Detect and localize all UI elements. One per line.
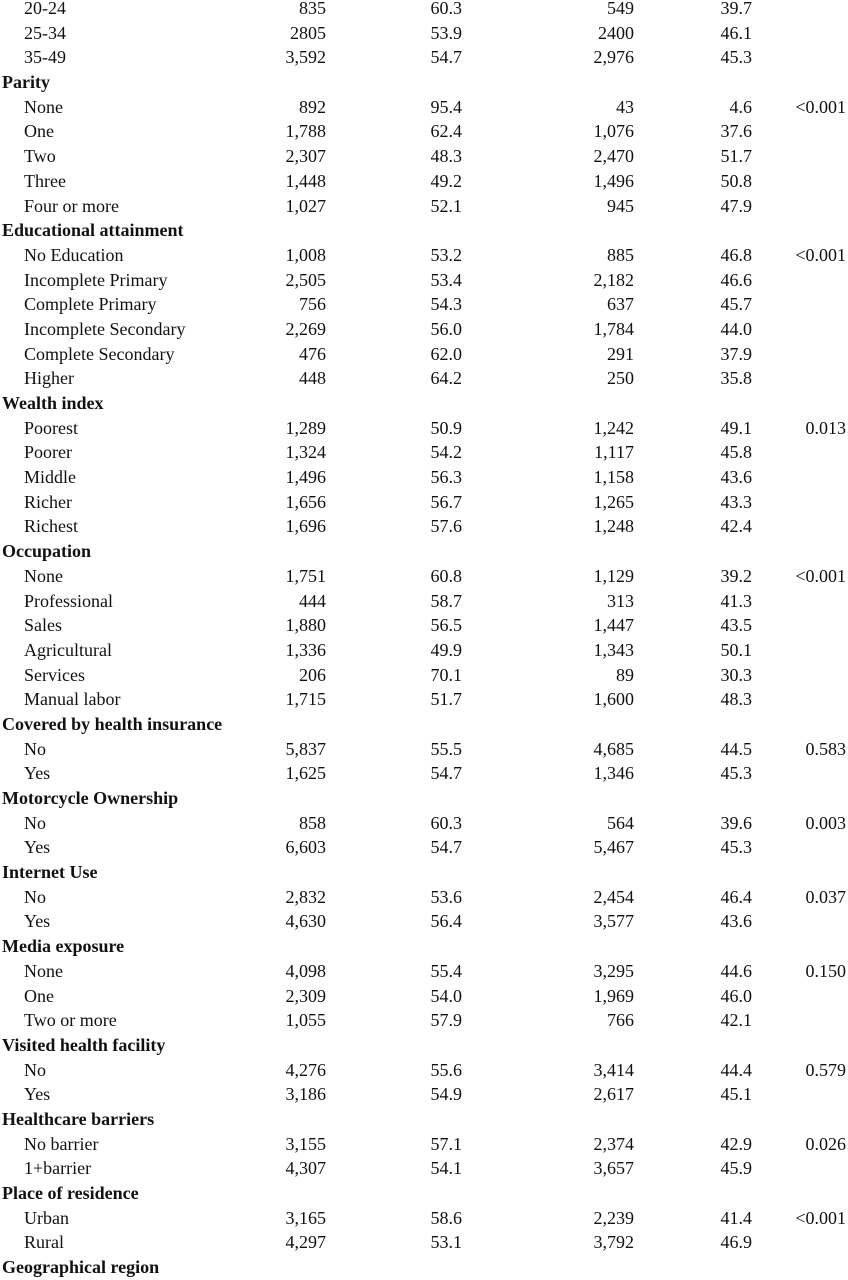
row-label: Four or more [24, 195, 119, 216]
percent-2-cell: 41.4 [720, 1207, 752, 1228]
count-2-cell: 1,158 [593, 467, 634, 488]
p-value-cell: 0.003 [805, 812, 846, 833]
count-1-cell: 1,336 [285, 639, 326, 660]
count-1-cell: 2,832 [285, 886, 326, 907]
table-row [0, 45, 848, 70]
row-label: None [24, 565, 63, 586]
count-1-cell: 1,788 [285, 121, 326, 142]
percent-1-cell: 53.9 [430, 22, 462, 43]
group-header-row [0, 218, 848, 243]
percent-1-cell: 60.3 [430, 812, 462, 833]
percent-1-cell: 56.0 [430, 318, 462, 339]
group-label: Geographical region [2, 1257, 160, 1278]
count-2-cell: 1,496 [593, 170, 634, 191]
row-label: Middle [24, 467, 76, 488]
table-row [0, 959, 848, 984]
count-1-cell: 476 [299, 343, 326, 364]
group-label: Occupation [2, 541, 92, 562]
row-label: 20-24 [24, 0, 66, 18]
percent-1-cell: 56.3 [430, 467, 462, 488]
table-row [0, 1206, 848, 1231]
count-2-cell: 2,374 [593, 1133, 634, 1154]
table-row [0, 95, 848, 120]
row-label: Higher [24, 368, 74, 389]
percent-2-cell: 41.3 [720, 590, 752, 611]
count-2-cell: 1,447 [593, 615, 634, 636]
percent-1-cell: 55.6 [430, 1059, 462, 1080]
table-row [0, 589, 848, 614]
count-2-cell: 1,248 [593, 516, 634, 537]
group-header-row [0, 391, 848, 416]
table-row [0, 1082, 848, 1107]
row-label: Yes [24, 837, 51, 858]
row-label: Professional [24, 590, 113, 611]
percent-1-cell: 55.5 [430, 738, 462, 759]
count-1-cell: 444 [299, 590, 326, 611]
count-2-cell: 1,117 [594, 442, 634, 463]
percent-1-cell: 62.4 [430, 121, 462, 142]
row-label: None [24, 960, 63, 981]
count-2-cell: 885 [607, 244, 634, 265]
count-1-cell: 3,155 [285, 1133, 326, 1154]
count-1-cell: 1,751 [285, 565, 326, 586]
table-row [0, 835, 848, 860]
count-2-cell: 291 [607, 343, 634, 364]
row-label: Three [24, 170, 66, 191]
count-1-cell: 2805 [290, 22, 326, 43]
table-row [0, 342, 848, 367]
percent-1-cell: 51.7 [430, 689, 462, 710]
count-2-cell: 945 [607, 195, 634, 216]
row-label: No [24, 886, 46, 907]
row-label: Yes [24, 763, 51, 784]
table-row [0, 268, 848, 293]
percent-1-cell: 54.7 [430, 837, 462, 858]
table-row [0, 885, 848, 910]
percent-1-cell: 52.1 [430, 195, 462, 216]
group-label: Visited health facility [2, 1034, 166, 1055]
group-header-row [0, 1181, 848, 1206]
group-header-row [0, 1255, 848, 1280]
count-1-cell: 206 [299, 664, 326, 685]
count-1-cell: 4,307 [285, 1158, 326, 1179]
count-1-cell: 6,603 [285, 837, 326, 858]
percent-1-cell: 54.3 [430, 294, 462, 315]
count-1-cell: 3,592 [285, 47, 326, 68]
percent-1-cell: 64.2 [430, 368, 462, 389]
table-row [0, 1230, 848, 1255]
count-2-cell: 1,346 [593, 763, 634, 784]
count-1-cell: 4,297 [285, 1232, 326, 1253]
count-2-cell: 1,600 [593, 689, 634, 710]
table-row [0, 737, 848, 762]
table-row [0, 465, 848, 490]
p-value-cell: <0.001 [795, 565, 846, 586]
row-label: Two [24, 146, 56, 167]
percent-1-cell: 58.7 [430, 590, 462, 611]
percent-2-cell: 50.1 [720, 639, 752, 660]
group-label: Media exposure [2, 936, 125, 957]
percent-2-cell: 39.2 [720, 565, 752, 586]
percent-1-cell: 54.0 [430, 985, 462, 1006]
table-row [0, 243, 848, 268]
percent-1-cell: 60.3 [430, 0, 462, 18]
table-row [0, 416, 848, 441]
percent-1-cell: 60.8 [430, 565, 462, 586]
table-row [0, 0, 848, 21]
percent-1-cell: 54.1 [430, 1158, 462, 1179]
count-2-cell: 3,295 [593, 960, 634, 981]
percent-1-cell: 48.3 [430, 146, 462, 167]
group-label: Parity [2, 72, 50, 93]
count-2-cell: 1,969 [593, 985, 634, 1006]
percent-1-cell: 54.7 [430, 763, 462, 784]
percent-2-cell: 45.9 [720, 1158, 752, 1179]
percent-1-cell: 56.7 [430, 491, 462, 512]
p-value-cell: <0.001 [795, 1207, 846, 1228]
group-header-row [0, 786, 848, 811]
percent-1-cell: 50.9 [430, 417, 462, 438]
row-label: Richer [24, 491, 72, 512]
percent-2-cell: 44.5 [720, 738, 752, 759]
group-header-row [0, 934, 848, 959]
count-1-cell: 1,656 [285, 491, 326, 512]
p-value-cell: 0.583 [805, 738, 846, 759]
percent-2-cell: 43.3 [720, 491, 752, 512]
count-2-cell: 313 [607, 590, 634, 611]
count-1-cell: 4,098 [285, 960, 326, 981]
count-1-cell: 1,496 [285, 467, 326, 488]
percent-1-cell: 53.4 [430, 269, 462, 290]
row-label: No barrier [24, 1133, 99, 1154]
percent-2-cell: 45.7 [720, 294, 752, 315]
count-1-cell: 835 [299, 0, 326, 18]
percent-1-cell: 57.9 [430, 1010, 462, 1031]
count-2-cell: 564 [607, 812, 634, 833]
percent-2-cell: 39.6 [720, 812, 752, 833]
percent-1-cell: 54.2 [430, 442, 462, 463]
percent-2-cell: 50.8 [720, 170, 752, 191]
percent-2-cell: 47.9 [720, 195, 752, 216]
row-label: Two or more [24, 1010, 117, 1031]
count-2-cell: 250 [607, 368, 634, 389]
row-label: Incomplete Secondary [24, 318, 186, 339]
count-2-cell: 2,976 [593, 47, 634, 68]
group-label: Internet Use [2, 862, 98, 883]
percent-2-cell: 46.1 [720, 22, 752, 43]
row-label: Poorest [24, 417, 78, 438]
count-1-cell: 1,324 [285, 442, 326, 463]
count-1-cell: 892 [299, 96, 326, 117]
percent-2-cell: 30.3 [720, 664, 752, 685]
percent-2-cell: 43.6 [720, 911, 752, 932]
p-value-cell: 0.150 [805, 960, 846, 981]
percent-2-cell: 42.9 [720, 1133, 752, 1154]
percent-1-cell: 53.6 [430, 886, 462, 907]
row-label: Agricultural [24, 639, 112, 660]
row-label: Yes [24, 911, 51, 932]
row-label: No [24, 738, 46, 759]
percent-2-cell: 37.9 [720, 343, 752, 364]
row-label: 35-49 [24, 47, 66, 68]
table-row [0, 119, 848, 144]
group-label: Place of residence [2, 1183, 139, 1203]
row-label: 1+barrier [24, 1158, 92, 1179]
count-1-cell: 1,027 [285, 195, 326, 216]
group-header-row [0, 1107, 848, 1132]
group-header-row [0, 70, 848, 95]
table-row [0, 663, 848, 688]
count-2-cell: 3,657 [593, 1158, 634, 1179]
row-label: None [24, 96, 63, 117]
table-row [0, 1008, 848, 1033]
table-row [0, 1132, 848, 1157]
table-row [0, 638, 848, 663]
row-label: Yes [24, 1084, 51, 1105]
row-label: Incomplete Primary [24, 269, 168, 290]
count-1-cell: 3,165 [285, 1207, 326, 1228]
count-1-cell: 858 [299, 812, 326, 833]
count-1-cell: 1,696 [285, 516, 326, 537]
row-label: No [24, 1059, 46, 1080]
percent-2-cell: 45.3 [720, 47, 752, 68]
group-header-row [0, 712, 848, 737]
count-2-cell: 2,239 [593, 1207, 634, 1228]
count-1-cell: 1,448 [285, 170, 326, 191]
count-2-cell: 2,617 [593, 1084, 634, 1105]
group-label: Healthcare barriers [2, 1108, 155, 1129]
count-1-cell: 4,630 [285, 911, 326, 932]
table-row [0, 811, 848, 836]
percent-2-cell: 43.5 [720, 615, 752, 636]
percent-2-cell: 35.8 [720, 368, 752, 389]
table-row [0, 366, 848, 391]
group-label: Wealth index [2, 393, 104, 413]
p-value-cell: <0.001 [795, 96, 846, 117]
count-2-cell: 5,467 [593, 837, 634, 858]
group-label: Motorcycle Ownership [2, 788, 179, 808]
table-row [0, 984, 848, 1009]
percent-2-cell: 45.3 [720, 837, 752, 858]
count-1-cell: 5,837 [285, 738, 326, 759]
count-2-cell: 1,343 [593, 639, 634, 660]
count-2-cell: 3,792 [593, 1232, 634, 1253]
table-row [0, 514, 848, 539]
percent-2-cell: 37.6 [720, 121, 752, 142]
table-row [0, 440, 848, 465]
percent-2-cell: 46.4 [720, 886, 752, 907]
count-1-cell: 2,309 [285, 985, 326, 1006]
percent-1-cell: 55.4 [430, 960, 462, 981]
percent-1-cell: 54.9 [430, 1084, 462, 1105]
percent-2-cell: 45.1 [720, 1084, 752, 1105]
row-label: 25-34 [24, 22, 66, 43]
count-1-cell: 2,505 [285, 269, 326, 290]
count-2-cell: 1,265 [593, 491, 634, 512]
table-row [0, 909, 848, 934]
count-1-cell: 3,186 [285, 1084, 326, 1105]
percent-2-cell: 45.8 [720, 442, 752, 463]
count-2-cell: 2,470 [593, 146, 634, 167]
table-row [0, 1156, 848, 1181]
table-row [0, 564, 848, 589]
count-1-cell: 1,880 [285, 615, 326, 636]
table-row [0, 317, 848, 342]
table-row [0, 687, 848, 712]
percent-1-cell: 57.1 [430, 1133, 462, 1154]
p-value-cell: 0.579 [805, 1059, 846, 1080]
row-label: Services [24, 664, 85, 685]
table-row [0, 169, 848, 194]
count-2-cell: 3,577 [593, 911, 634, 932]
percent-1-cell: 95.4 [430, 96, 462, 117]
p-value-cell: 0.026 [805, 1133, 846, 1154]
count-2-cell: 766 [607, 1010, 634, 1031]
count-2-cell: 637 [607, 294, 634, 315]
count-1-cell: 448 [299, 368, 326, 389]
percent-1-cell: 54.7 [430, 47, 462, 68]
table-row [0, 292, 848, 317]
table-row [0, 490, 848, 515]
percent-1-cell: 62.0 [430, 343, 462, 364]
group-label: Covered by health insurance [2, 713, 223, 734]
count-1-cell: 1,055 [285, 1010, 326, 1031]
p-value-cell: 0.013 [805, 417, 846, 438]
p-value-cell: 0.037 [805, 886, 846, 907]
table-row [0, 194, 848, 219]
count-2-cell: 4,685 [593, 738, 634, 759]
percent-2-cell: 46.6 [720, 269, 752, 290]
percent-2-cell: 4.6 [729, 96, 752, 117]
count-1-cell: 2,307 [285, 146, 326, 167]
count-2-cell: 2400 [598, 22, 634, 43]
table-row [0, 21, 848, 46]
row-label: One [24, 121, 54, 142]
p-value-cell: <0.001 [795, 244, 846, 265]
count-1-cell: 1,715 [285, 689, 326, 710]
count-2-cell: 1,242 [593, 417, 634, 438]
percent-2-cell: 44.4 [720, 1059, 752, 1080]
count-1-cell: 756 [299, 294, 326, 315]
table-row [0, 613, 848, 638]
percent-2-cell: 46.9 [720, 1232, 752, 1253]
group-header-row [0, 1033, 848, 1058]
percent-1-cell: 56.4 [430, 911, 462, 932]
percent-1-cell: 53.1 [430, 1232, 462, 1253]
row-label: Richest [24, 516, 78, 537]
table-row [0, 1058, 848, 1083]
count-2-cell: 1,076 [593, 121, 634, 142]
count-2-cell: 549 [607, 0, 634, 18]
count-1-cell: 1,289 [285, 417, 326, 438]
percent-1-cell: 58.6 [430, 1207, 462, 1228]
count-2-cell: 2,182 [593, 269, 634, 290]
count-1-cell: 2,269 [285, 318, 326, 339]
group-header-row [0, 539, 848, 564]
percent-2-cell: 44.0 [720, 318, 752, 339]
percent-2-cell: 49.1 [720, 417, 752, 438]
row-label: Urban [24, 1207, 69, 1228]
row-label: Complete Secondary [24, 343, 175, 364]
count-1-cell: 1,625 [285, 763, 326, 784]
group-label: Educational attainment [2, 220, 184, 241]
percent-2-cell: 39.7 [720, 0, 752, 18]
row-label: Manual labor [24, 689, 121, 710]
table-row [0, 144, 848, 169]
count-1-cell: 1,008 [285, 244, 326, 265]
count-2-cell: 2,454 [593, 886, 634, 907]
percent-1-cell: 49.2 [430, 170, 462, 191]
percent-2-cell: 51.7 [720, 146, 752, 167]
row-label: Complete Primary [24, 294, 157, 315]
percent-2-cell: 48.3 [720, 689, 752, 710]
row-label: Poorer [24, 442, 72, 463]
count-1-cell: 4,276 [285, 1059, 326, 1080]
row-label: No [24, 812, 46, 833]
row-label: Rural [24, 1232, 64, 1253]
percent-1-cell: 49.9 [430, 639, 462, 660]
group-header-row [0, 860, 848, 885]
count-2-cell: 1,784 [593, 318, 634, 339]
count-2-cell: 43 [616, 96, 634, 117]
count-2-cell: 1,129 [593, 565, 634, 586]
percent-2-cell: 46.8 [720, 244, 752, 265]
percent-1-cell: 56.5 [430, 615, 462, 636]
percent-2-cell: 43.6 [720, 467, 752, 488]
row-label: One [24, 985, 54, 1006]
percent-2-cell: 46.0 [720, 985, 752, 1006]
percent-1-cell: 70.1 [430, 664, 462, 685]
row-label: No Education [24, 244, 124, 265]
table-row [0, 761, 848, 786]
percent-2-cell: 44.6 [720, 960, 752, 981]
row-label: Sales [24, 615, 62, 636]
percent-2-cell: 45.3 [720, 763, 752, 784]
percent-1-cell: 57.6 [430, 516, 462, 537]
percent-1-cell: 53.2 [430, 244, 462, 265]
percent-2-cell: 42.1 [720, 1010, 752, 1031]
count-2-cell: 89 [616, 664, 634, 685]
count-2-cell: 3,414 [593, 1059, 634, 1080]
percent-2-cell: 42.4 [720, 516, 752, 537]
